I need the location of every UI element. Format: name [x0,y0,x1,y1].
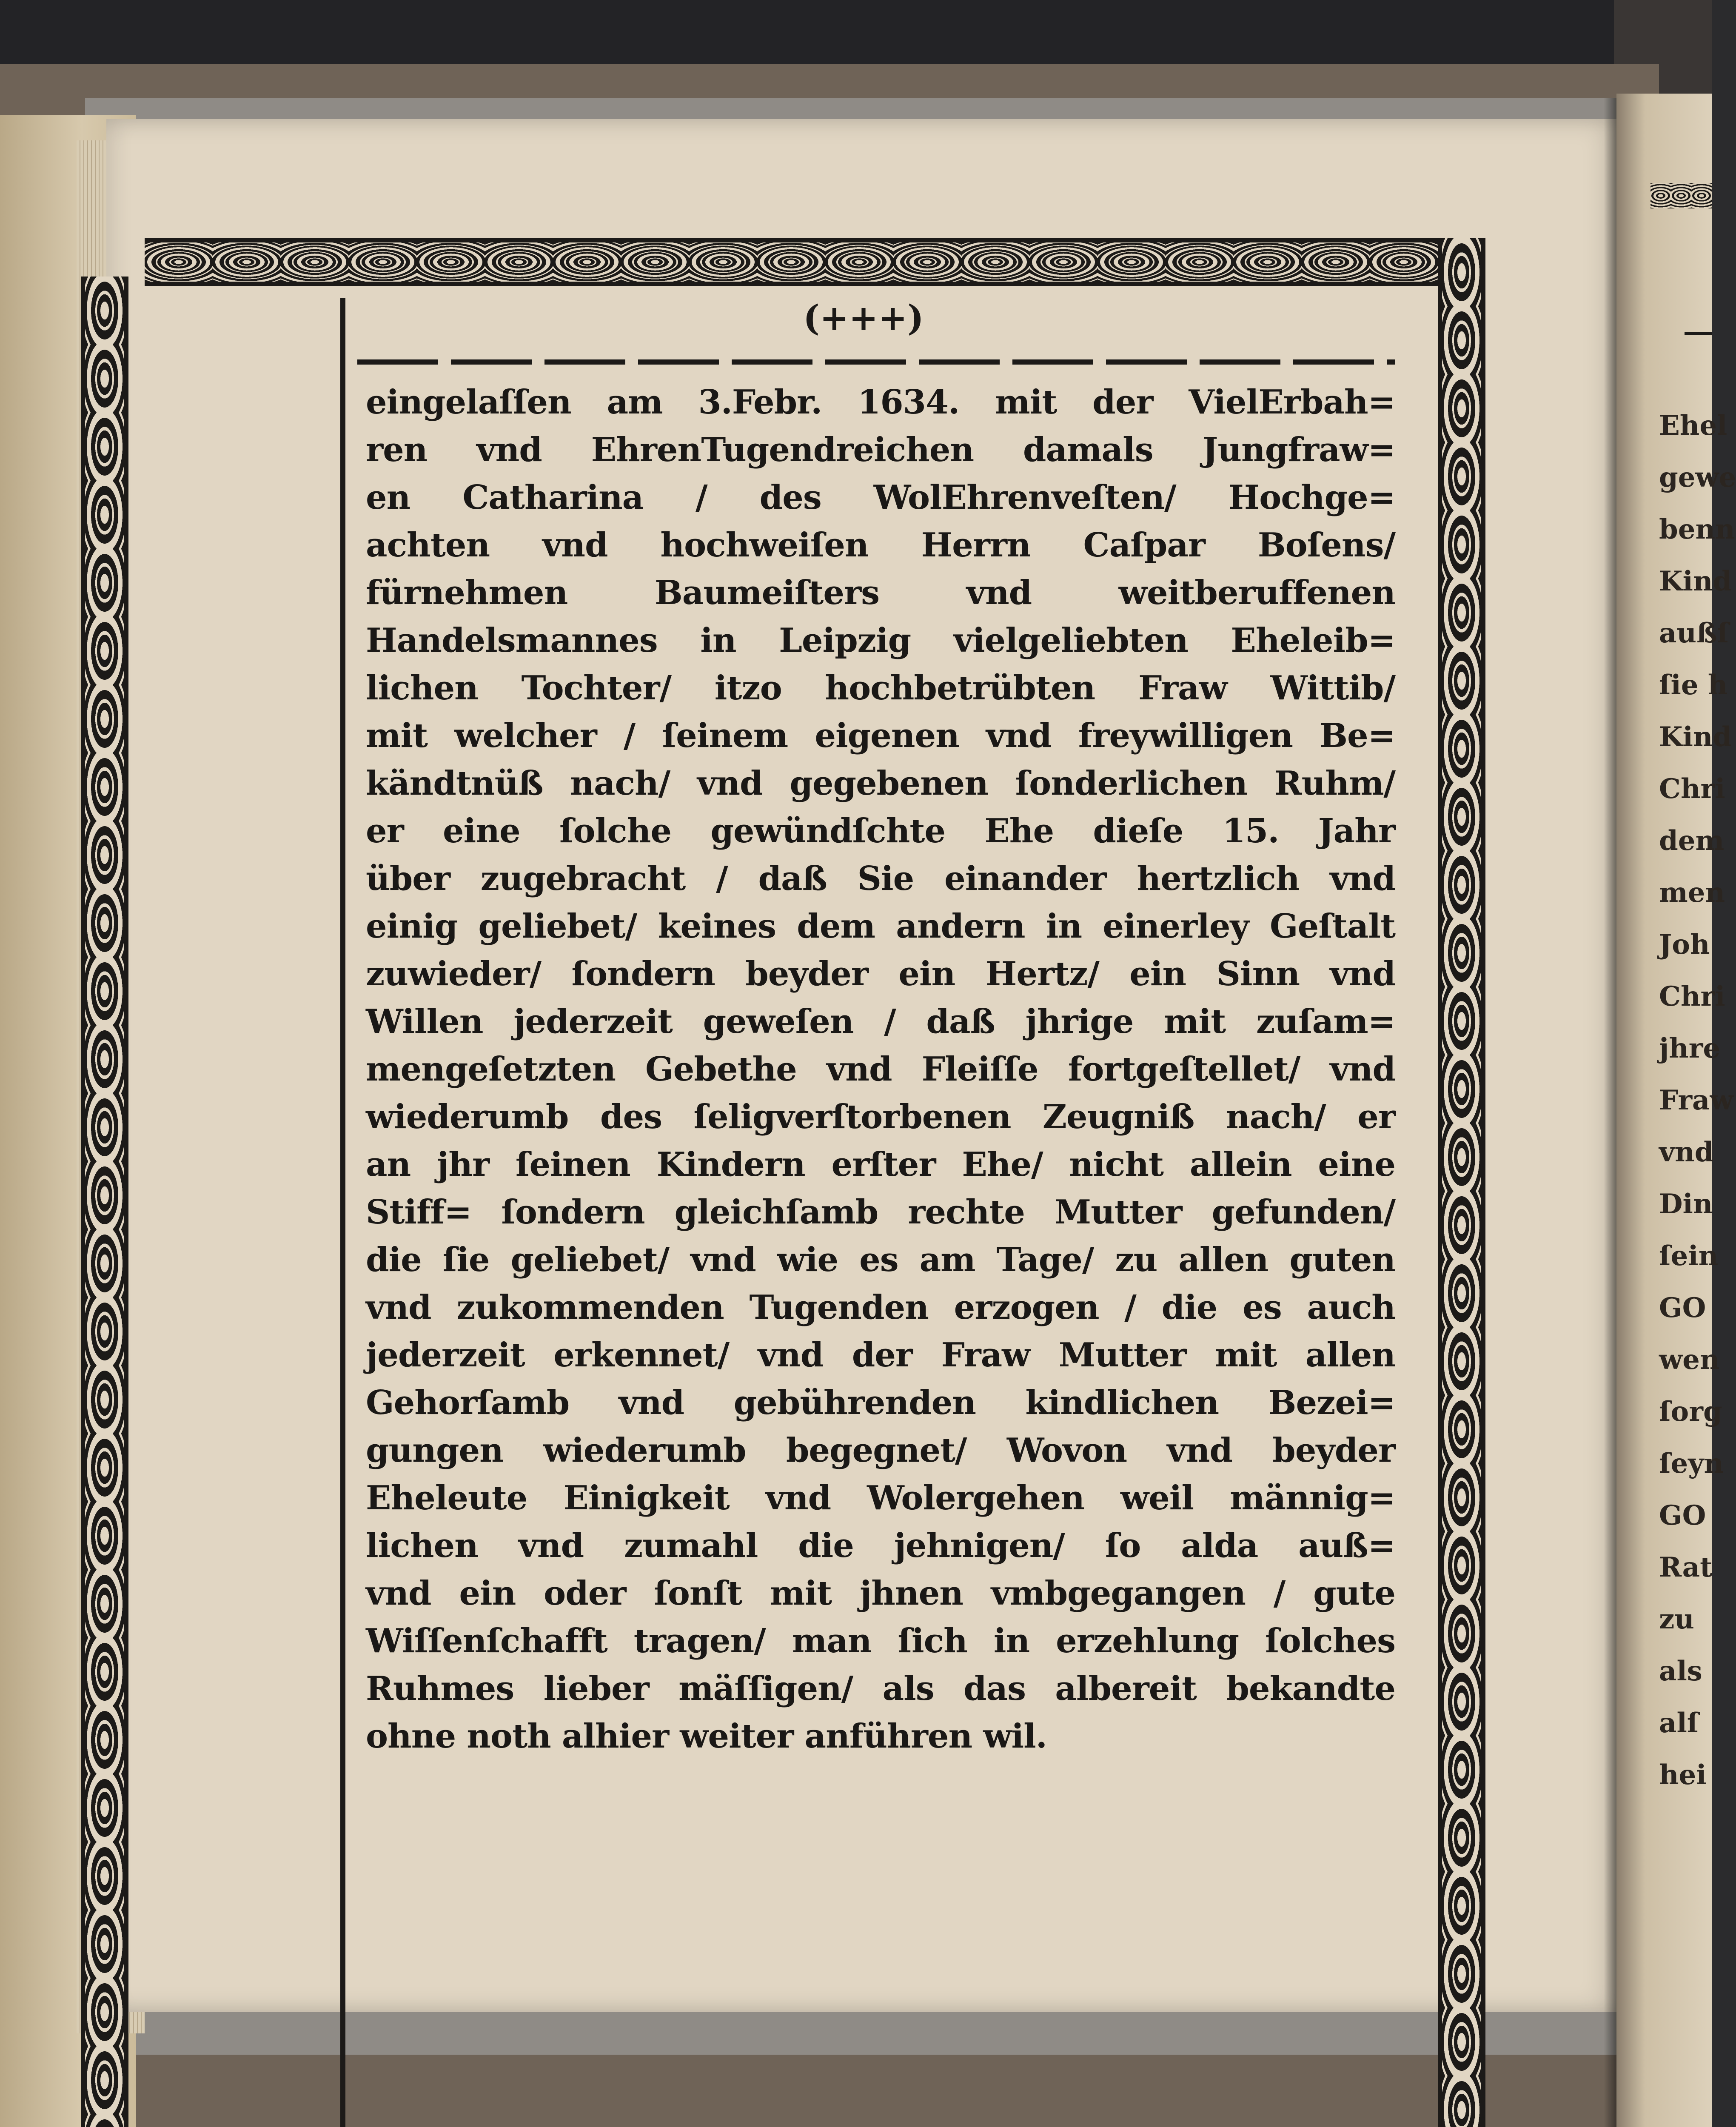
text-line: gungen wiederumb begegnet/ Wovon vnd beyder [366,1431,1395,1470]
facing-text-fragment: Din [1659,1188,1713,1220]
facing-text-fragment: jhre [1659,1032,1721,1064]
text-line: mit welcher / ſeinem eigenen vnd freywilligen Be= [366,716,1395,755]
body-text [366,379,1395,1760]
facing-page-rule [1685,332,1712,335]
margin-rule [340,298,345,2127]
header-rule [357,359,1395,365]
ornamental-border-left [81,277,128,2127]
text-line: wiederumb des ſeligverſtorbenen Zeugniß nach/ er [366,1098,1395,1136]
facing-page-text [1659,400,1736,1801]
page-header-mark: (+++) [803,298,924,339]
text-line: Willen jederzeit geweſen / daß jhrige mit zuſam= [366,1002,1395,1041]
facing-text-fragment: GO [1659,1500,1706,1531]
facing-text-fragment: außſ [1659,617,1729,649]
text-line: zuwieder/ ſondern beyder ein Hertz/ ein Sinn vnd [366,955,1395,993]
facing-text-fragment: zu [1659,1603,1694,1635]
facing-text-fragment: GO [1659,1292,1706,1324]
facing-text-fragment: Ehel [1659,410,1727,442]
text-line: mengeſetzten Gebethe vnd Fleiſſe fortgeſtellet/ vnd [366,1050,1395,1089]
facing-text-fragment: dem [1659,825,1725,857]
facing-text-fragment: ſie h [1659,669,1728,701]
text-line: lichen vnd zumahl die jehnigen/ ſo alda auß= [366,1526,1395,1565]
facing-text-fragment: Chri [1659,981,1725,1012]
text-line: einig geliebet/ keines dem andern in einerley Geſtalt [366,907,1395,946]
text-line: en Catharina / des WolEhrenveſten/ Hochge= [366,478,1395,517]
ornamental-border-top [145,238,1438,286]
facing-text-fragment: Rat [1659,1551,1713,1583]
text-line: jederzeit erkennet/ vnd der Fraw Mutter mit allen [366,1336,1395,1374]
facing-text-fragment: Kind [1659,565,1732,597]
facing-text-fragment: alſ [1659,1707,1699,1739]
text-line: ren vnd EhrenTugendreichen damals Jungfraw= [366,431,1395,469]
backdrop-top [0,0,1712,68]
text-line: Ruhmes lieber mäſſigen/ als das albereit bekandte [366,1669,1395,1708]
facing-text-fragment: ſeyn [1659,1448,1724,1480]
text-line: fürnehmen Baumeiſters vnd weitberuffenen [366,573,1395,612]
text-line: über zugebracht / daß Sie einander hertzlich vnd [366,859,1395,898]
facing-text-fragment: Chri [1659,773,1725,805]
facing-page-border [1650,183,1712,208]
text-line: Eheleute Einigkeit vnd Wolergehen weil männig= [366,1479,1395,1517]
facing-text-fragment: gewe [1659,462,1736,493]
text-line: Wiſſenſchafft tragen/ man ſich in erzehlung ſolches [366,1622,1395,1660]
facing-text-fragment: men [1659,877,1725,909]
text-line: achten vnd hochweiſen Herrn Caſpar Boſens/ [366,526,1395,565]
facing-text-fragment: hei [1659,1759,1707,1791]
ornamental-border-right [1438,238,1485,2127]
facing-text-fragment: Fraw [1659,1084,1733,1116]
text-line: Handelsmannes in Leipzig vielgeliebten Eheleib= [366,621,1395,660]
facing-text-fragment: benn [1659,513,1735,545]
facing-text-fragment: ſorg [1659,1396,1722,1428]
text-line: ohne noth alhier weiter anführen wil. [366,1717,1047,1756]
text-line: eingelaſſen am 3.Febr. 1634. mit der VielErbah= [366,383,1395,422]
text-line: lichen Tochter/ itzo hochbetrübten Fraw Wittib/ [366,669,1395,707]
text-line: die ſie geliebet/ vnd wie es am Tage/ zu allen guten [366,1240,1395,1279]
text-line: er eine ſolche gewündſchte Ehe dieſe 15. Jahr [366,812,1395,850]
facing-text-fragment: Kind [1659,721,1732,753]
facing-text-fragment: vnd [1659,1136,1714,1168]
text-line: Gehorſamb vnd gebührenden kindlichen Bezei= [366,1383,1395,1422]
facing-text-fragment: wen [1659,1344,1720,1376]
facing-text-fragment: Joh [1659,929,1710,961]
text-line: Stiff= ſondern gleichſamb rechte Mutter gefunden/ [366,1193,1395,1232]
facing-text-fragment: als [1659,1655,1702,1687]
text-line: an jhr ſeinen Kindern erſter Ehe/ nicht allein eine [366,1145,1395,1184]
text-line: vnd zukommenden Tugenden erzogen / die es auch [366,1288,1395,1327]
text-line: kändtnüß nach/ vnd gegebenen ſonderlichen Ruhm/ [366,764,1395,803]
facing-text-fragment: ſein [1659,1240,1719,1272]
text-line: vnd ein oder ſonſt mit jhnen vmbgegangen / gute [366,1574,1395,1613]
